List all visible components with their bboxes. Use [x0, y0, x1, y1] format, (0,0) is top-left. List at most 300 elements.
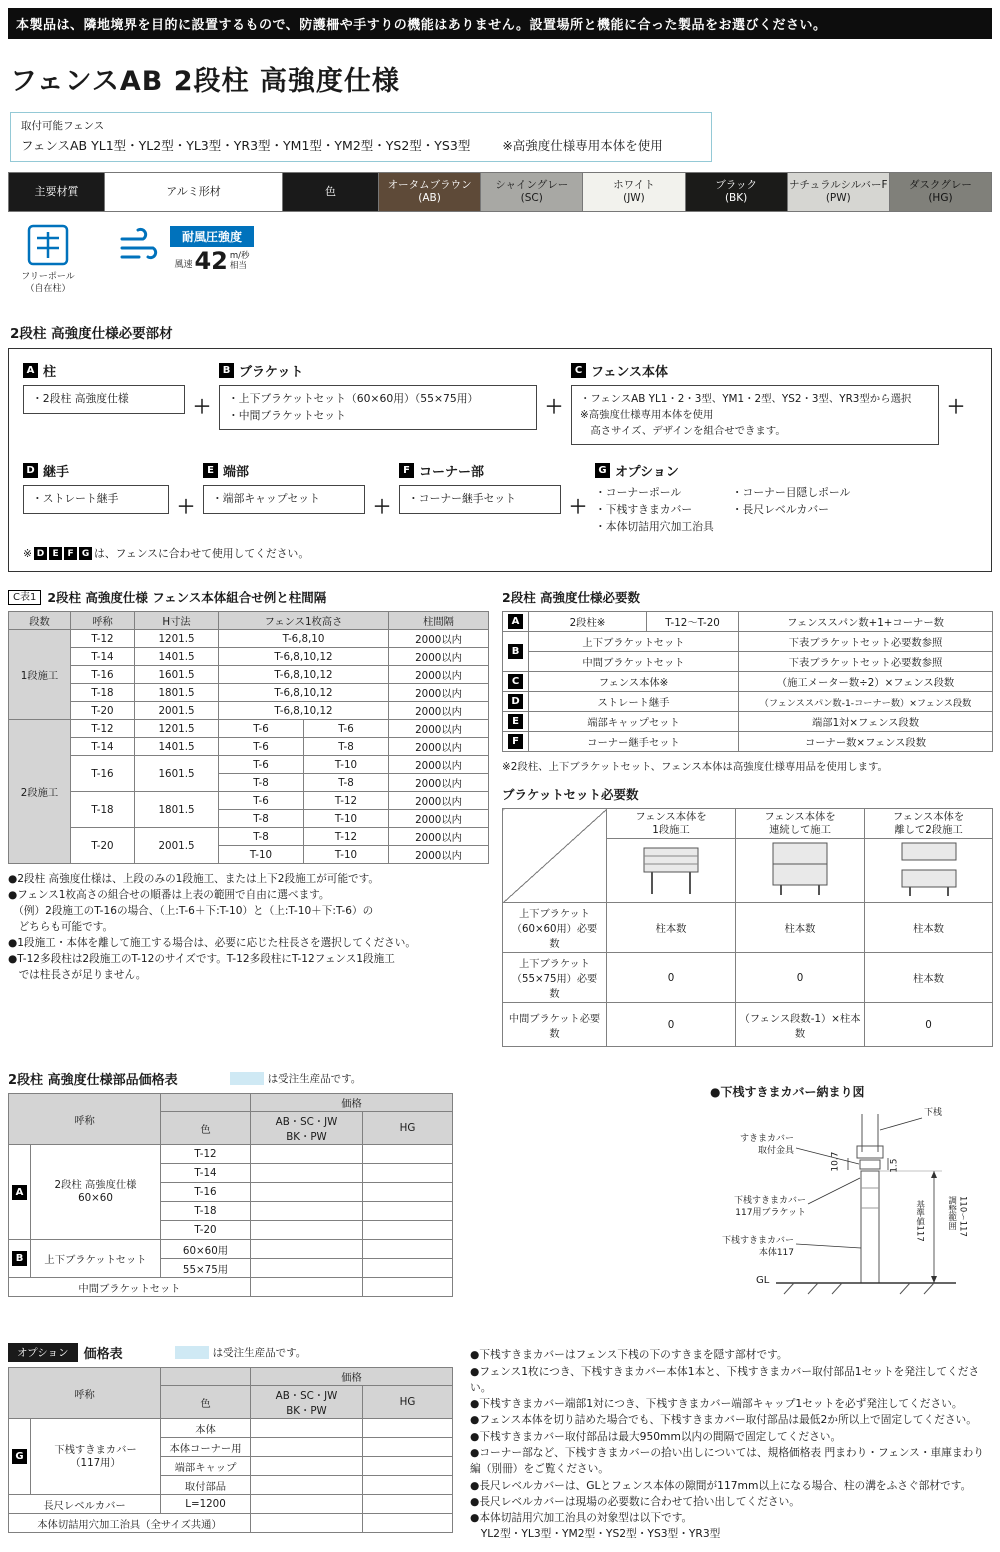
size-cell: 60×60用: [161, 1240, 251, 1259]
letter-cell: [9, 1145, 31, 1240]
fence-cell: T-6,8,10: [219, 630, 389, 648]
fence-upper-cell: T-8: [219, 828, 304, 846]
price-cell: [251, 1278, 363, 1297]
part-name-cell: 2段柱※: [529, 612, 647, 632]
part-name-cell: [31, 1145, 161, 1240]
part-letter: C: [508, 674, 523, 689]
part-letter: E: [508, 714, 523, 729]
table-row: [503, 732, 993, 752]
part-name: コーナー部: [419, 465, 485, 481]
freepole-sublabel: （自在柱）: [25, 283, 71, 294]
table-tag: C表1: [8, 590, 41, 605]
pitch-cell: 2000以内: [389, 828, 489, 846]
price-cell: [251, 1240, 363, 1259]
made-to-order-text: は受注生産品です。: [267, 1073, 362, 1086]
color-name: ナチュラルシルバーF: [788, 178, 888, 191]
table-row: [9, 648, 489, 666]
table-header-row: [9, 612, 489, 630]
combination-column: [8, 588, 488, 1047]
height-cell: 1601.5: [135, 756, 219, 792]
label-gl: GL: [756, 1275, 770, 1287]
value-cell: 柱本数: [736, 903, 865, 953]
illustration-cell: [865, 839, 993, 903]
plus-sign: ＋: [569, 497, 587, 519]
height-cell: 1801.5: [135, 792, 219, 828]
plus-sign: ＋: [545, 397, 563, 418]
pitch-cell: 2000以内: [389, 648, 489, 666]
part-name-cell: 上下ブラケットセット: [529, 632, 739, 652]
fence-cell: T-6,8,10,12: [219, 684, 389, 702]
part-letter: E: [203, 463, 218, 478]
label-bottom-rail: 下桟: [924, 1108, 943, 1119]
price-cell: [251, 1164, 363, 1183]
table-row: [9, 828, 489, 846]
col-header: 柱間隔: [389, 612, 489, 630]
value-cell: 0: [607, 1003, 736, 1047]
fence-upper-cell: T-8: [219, 810, 304, 828]
price-header: 価格: [251, 1094, 453, 1112]
gap-cover-diagram-section: [454, 1069, 992, 1323]
formula-cell: （フェンススパン数-1-コーナー数）×フェンス段数: [739, 692, 993, 712]
price-cell: [363, 1495, 453, 1514]
pitch-cell: 2000以内: [389, 756, 489, 774]
qty-table-note: ※2段柱、上下ブラケットセット、フェンス本体は高強度仕様専用品を使用します。: [502, 761, 888, 774]
part-name: ブラケット: [239, 365, 304, 380]
price-cell: [251, 1457, 363, 1476]
wind-speed-unit: m/秒: [229, 251, 250, 262]
color-code: (BK): [724, 192, 748, 204]
height-cell: 1201.5: [135, 630, 219, 648]
part-name: フェンス本体: [591, 365, 668, 380]
label-dim-10-7: 10.7: [830, 1151, 841, 1173]
price-header: 価格: [251, 1368, 453, 1386]
col-header: H寸法: [135, 612, 219, 630]
color-swatch-pw: [788, 173, 890, 211]
part-group-end: [203, 461, 365, 514]
plus-sign: ＋: [177, 497, 195, 519]
part-name-cell: [31, 1419, 161, 1495]
made-to-order-swatch: [230, 1072, 264, 1085]
table-row: [9, 702, 489, 720]
formula-cell: 下表ブラケットセット必要数参照: [739, 632, 993, 652]
fence-cell: T-6,8,10,12: [219, 648, 389, 666]
bracket-table-title: ブラケットセット必要数: [502, 787, 639, 803]
value-cell: 0: [736, 953, 865, 1003]
size-cell: 取付部品: [161, 1476, 251, 1495]
size-cell: T-16: [71, 666, 135, 684]
part-name-cell: 中間ブラケットセット: [9, 1278, 251, 1297]
part-name: 柱: [43, 365, 57, 380]
part-name: オプション: [615, 465, 679, 481]
part-letter: B: [219, 363, 234, 378]
col-header: フェンス1枚高さ: [219, 612, 389, 630]
formula-cell: 下表ブラケットセット必要数参照: [739, 652, 993, 672]
pitch-cell: 2000以内: [389, 792, 489, 810]
name-line: 下桟すきまカバー: [54, 1443, 137, 1456]
label-fitting: [714, 1134, 794, 1157]
price-cell: [363, 1476, 453, 1495]
note-line: ●T-12多段柱は2段施工のT-12のサイズです。T-12多段柱にT-12フェンス1段施工: [8, 952, 395, 965]
part-letter: B: [508, 644, 523, 659]
table-row: [9, 630, 489, 648]
blank-header: [161, 1094, 251, 1112]
letter-cell: [503, 732, 529, 752]
table-row: [9, 1514, 453, 1533]
plus-sign: ＋: [373, 497, 391, 519]
size-cell: 本体: [161, 1419, 251, 1438]
part-name-cell: コーナー継手セット: [529, 732, 739, 752]
part-item: ・端部キャップセット: [212, 492, 320, 506]
parts-price-section: [8, 1069, 454, 1323]
value-cell: 柱本数: [607, 903, 736, 953]
fence-lower-cell: T-10: [304, 810, 389, 828]
color-name: ホワイト: [613, 178, 655, 191]
note-line: YL2型・YL3型・YM2型・YS2型・YS3型・YR3型: [470, 1527, 721, 1541]
compatible-fence-box: [10, 112, 712, 162]
size-cell: T-18: [71, 792, 135, 828]
price-cell: [251, 1202, 363, 1221]
color-name: ダスクグレー: [908, 178, 972, 191]
table-row: [9, 1419, 453, 1438]
height-cell: 1401.5: [135, 738, 219, 756]
note-line: ●2段柱 高強度仕様は、上段のみの1段施工、または上下2段施工が可能です。: [8, 873, 379, 886]
label-line: 下桟すきまカバー: [721, 1236, 794, 1247]
note-letter-f: F: [64, 547, 77, 560]
pitch-cell: 2000以内: [389, 630, 489, 648]
price-cell: [363, 1419, 453, 1438]
note-line: どちらも可能です。: [8, 921, 114, 934]
notice-bar: [8, 8, 992, 39]
stage-label: 1段施工: [9, 630, 71, 720]
part-item: ・ストレート継手: [32, 492, 119, 506]
bracket-qty-table: [502, 808, 993, 1047]
diagonal-cell: [503, 809, 607, 903]
label-line: 117用ブラケット: [735, 1207, 806, 1218]
note-line: ●本体切詰用穴加工治具の対象型は以下です。: [470, 1511, 693, 1525]
letter-cell: [503, 672, 529, 692]
color-name: オータムブラウン: [387, 178, 472, 191]
height-cell: 1201.5: [135, 720, 219, 738]
color-swatch-ab: [379, 173, 481, 211]
parts-price-table: [8, 1093, 453, 1297]
part-name-cell: フェンス本体※: [529, 672, 739, 692]
required-parts-title: 2段柱 高強度仕様必要部材: [10, 326, 173, 342]
label-line: 取付金具: [757, 1145, 794, 1156]
compatible-fence-note: ※高強度仕様専用本体を使用: [502, 138, 663, 153]
table-row: [9, 1145, 453, 1164]
part-item: ・上下ブラケットセット（60×60用）（55×75用）: [228, 392, 479, 405]
table-row: [503, 612, 993, 632]
row-label: 上下ブラケット（60×60用）必要数: [503, 903, 607, 953]
color-swatch-hg: [890, 173, 991, 211]
price-cell: [251, 1221, 363, 1240]
price-cell: [363, 1202, 453, 1221]
size-cell: 55×75用: [161, 1259, 251, 1278]
color-code: (JW): [623, 192, 645, 204]
part-item: ・下桟すきまカバー: [595, 503, 693, 517]
compatible-fence-label: 取付可能フェンス: [21, 120, 105, 132]
label-cover-body: [712, 1236, 794, 1259]
fence-upper-cell: T-6: [219, 720, 304, 738]
table-row: [503, 692, 993, 712]
height-cell: 2001.5: [135, 702, 219, 720]
color-swatch-sc: [481, 173, 583, 211]
color-header: 色: [161, 1386, 251, 1419]
note-line: ●下桟すきまカバー端部1対につき、下桟すきまカバー端部キャップ1セットを必ず発注してください。: [470, 1397, 963, 1411]
letter-cell: [503, 712, 529, 732]
size-cell: T-14: [71, 738, 135, 756]
option-price-table: [8, 1367, 453, 1533]
col-header: [865, 809, 993, 839]
fence-separated-illustration: [874, 840, 984, 898]
header-line: BK・PW: [286, 1405, 327, 1418]
note-line: （例）2段施工のT-16の場合、（上:T-6＋下:T-10）と（上:T-10＋下:T-6）の: [8, 905, 374, 918]
note-letter-d: D: [34, 547, 47, 560]
header-line: AB・SC・JW: [275, 1116, 338, 1129]
color-code: (AB): [418, 192, 441, 204]
part-item: ・コーナーポール: [595, 486, 682, 500]
part-letter: B: [12, 1251, 27, 1266]
value-cell: 0: [607, 953, 736, 1003]
fence-cell: T-6,8,10,12: [219, 702, 389, 720]
note-line: ●コーナー部など、下桟すきまカバーの拾い出しについては、規格価格表 門まわり・フェンス・車庫まわり編（別冊）をご覧ください。: [470, 1445, 984, 1476]
price-cell: [251, 1495, 363, 1514]
label-line: 本体117: [758, 1247, 794, 1258]
color-code: (SC): [520, 192, 543, 204]
table-row: [503, 672, 993, 692]
note-line: ●長尺レベルカバーは現場の必要数に合わせて拾い出してください。: [470, 1494, 800, 1508]
label-line: すきまカバー: [739, 1134, 794, 1145]
header-line: フェンス本体を: [764, 811, 836, 824]
price-cell: [363, 1514, 453, 1533]
col-header: [736, 809, 865, 839]
table-row: [503, 953, 993, 1003]
table-row: [503, 632, 993, 652]
part-letter: A: [23, 363, 38, 378]
table-row: [9, 1240, 453, 1259]
price-cell: [363, 1183, 453, 1202]
color-label-cell: 色: [283, 173, 379, 211]
plus-sign: ＋: [193, 397, 211, 418]
price-cell: [363, 1145, 453, 1164]
value-cell: 柱本数: [865, 903, 993, 953]
height-cell: 1801.5: [135, 684, 219, 702]
price-cell: [363, 1221, 453, 1240]
qty-table-title: 2段柱 高強度仕様必要数: [502, 590, 641, 606]
note-line: ●フェンス本体を切り詰めた場合でも、下桟すきまカバー取付部品は最低2か所以上で固定してください。: [470, 1413, 977, 1427]
letter-cell: [9, 1419, 31, 1495]
color-code: (PW): [825, 192, 851, 204]
size-cell: T-16: [71, 756, 135, 792]
table-row: [9, 666, 489, 684]
part-group-pillar: [23, 361, 185, 414]
name-header: 呼称: [9, 1094, 161, 1145]
label-standard-value: 基準値117: [914, 1200, 925, 1243]
fence-lower-cell: T-8: [304, 738, 389, 756]
formula-cell: フェンススパン数+1+コーナー数: [739, 612, 993, 632]
pitch-cell: 2000以内: [389, 774, 489, 792]
table-row: [9, 756, 489, 774]
value-cell: （フェンス段数-1）×柱本数: [736, 1003, 865, 1047]
wind-speed-value: 42: [194, 247, 228, 275]
fence-lower-cell: T-8: [304, 774, 389, 792]
note-line: では柱長さが足りません。: [8, 968, 147, 981]
price-cell: [251, 1514, 363, 1533]
part-group-fence-body: [571, 361, 939, 445]
col-header: 呼称: [71, 612, 135, 630]
price-cell: [363, 1259, 453, 1278]
part-item: ・コーナー目隠しポール: [731, 486, 851, 500]
color-code: (HG): [928, 192, 953, 204]
fence-lower-cell: T-6: [304, 720, 389, 738]
table-header-row: [9, 1368, 453, 1386]
color-swatch-jw: [583, 173, 685, 211]
fence-lower-cell: T-12: [304, 792, 389, 810]
part-letter: D: [508, 694, 523, 709]
price-cell: [251, 1419, 363, 1438]
parts-price-title: 2段柱 高強度仕様部品価格表: [8, 1073, 178, 1089]
plus-sign: ＋: [947, 397, 965, 418]
quantity-column: [502, 588, 993, 1047]
pitch-cell: 2000以内: [389, 720, 489, 738]
size-cell: T-18: [161, 1202, 251, 1221]
part-group-corner: [399, 461, 561, 514]
table-row: [9, 792, 489, 810]
label-bracket: [712, 1196, 806, 1219]
part-item: ・コーナー継手セット: [408, 492, 516, 506]
option-notes: [454, 1343, 992, 1542]
freepole-icon: [27, 224, 69, 266]
table-row: [503, 652, 993, 672]
size-cell: T-14: [161, 1164, 251, 1183]
color-swatch-bk: [686, 173, 788, 211]
price-cell: [363, 1457, 453, 1476]
value-cell: 0: [865, 1003, 993, 1047]
wind-resistance-badge: [118, 224, 254, 273]
part-item: ・2段柱 高強度仕様: [32, 392, 129, 405]
part-name-cell: 長尺レベルカバー: [9, 1495, 161, 1514]
header-line: 1段施工: [652, 823, 690, 836]
color-header: 色: [161, 1112, 251, 1145]
note-line: ●長尺レベルカバーは、GLとフェンス本体の隙間が117mm以上になる場合、柱の溝をふさぐ部材です。: [470, 1478, 972, 1492]
size-cell: L=1200: [161, 1495, 251, 1514]
pitch-cell: 2000以内: [389, 846, 489, 864]
header-line: フェンス本体を: [892, 811, 965, 824]
label-line: 下桟すきまカバー: [733, 1196, 806, 1207]
table-header-row: [503, 809, 993, 839]
price-cell: [251, 1476, 363, 1495]
parts-usage-note: [23, 546, 977, 561]
wind-icon: [118, 224, 162, 268]
fence-cell: T-6,8,10,12: [219, 666, 389, 684]
note-line: ●フェンス1枚高さの組合せの順番は上表の範囲で自由に選べます。: [8, 889, 330, 902]
pitch-cell: 2000以内: [389, 684, 489, 702]
table-row: [9, 738, 489, 756]
name-line: 2段柱 高強度仕様: [54, 1179, 137, 1191]
col-header: 段数: [9, 612, 71, 630]
color-group-header: HG: [363, 1112, 453, 1145]
required-qty-table: [502, 611, 993, 752]
part-name: 端部: [223, 465, 250, 481]
stage-label: 2段施工: [9, 720, 71, 864]
material-value-cell: アルミ形材: [105, 173, 283, 211]
letter-cell: [503, 632, 529, 672]
table-row: [503, 712, 993, 732]
price-cell: [363, 1240, 453, 1259]
header-line: 連続して施工: [769, 823, 831, 836]
table-row: [9, 1278, 453, 1297]
part-group-bracket: [219, 361, 537, 430]
part-item: ・長尺レベルカバー: [731, 503, 829, 517]
label-adjust-range: [946, 1196, 967, 1276]
part-item: ・本体切詰用穴加工治具: [595, 520, 714, 534]
note-line: ●1段施工・本体を離して施工する場合は、必要に応じた柱長さを選択してください。: [8, 936, 416, 949]
note-text: は、フェンスに合わせて使用してください。: [94, 547, 310, 561]
formula-cell: 端部1対×フェンス段数: [739, 712, 993, 732]
fence-upper-cell: T-10: [219, 846, 304, 864]
part-group-option: [595, 461, 915, 534]
letter-cell: [503, 692, 529, 712]
part-item: ・フェンスAB YL1・2・3型、YM1・2型、YS2・3型、YR3型から選択: [580, 393, 912, 405]
size-cell: 端部キャップ: [161, 1457, 251, 1476]
part-name: 継手: [43, 465, 70, 481]
fence-upper-cell: T-6: [219, 756, 304, 774]
size-cell: T-12: [71, 630, 135, 648]
fence-lower-cell: T-12: [304, 828, 389, 846]
table-row: [9, 1495, 453, 1514]
made-to-order-text: は受注生産品です。: [212, 1347, 307, 1360]
part-letter: G: [595, 463, 610, 478]
price-cell: [363, 1164, 453, 1183]
feature-badges: [8, 224, 992, 308]
header-line: AB・SC・JW: [275, 1390, 338, 1403]
pitch-cell: 2000以内: [389, 810, 489, 828]
part-name-cell: ストレート継手: [529, 692, 739, 712]
part-letter: D: [23, 463, 38, 478]
color-name: シャイングレー: [495, 178, 569, 191]
fence-lower-cell: T-10: [304, 756, 389, 774]
name-header: 呼称: [9, 1368, 161, 1419]
part-letter: A: [12, 1185, 27, 1200]
part-name-cell: 上下ブラケットセット: [31, 1240, 161, 1278]
freepole-badge: [8, 224, 88, 295]
wind-speed-suffix: 相当: [229, 261, 247, 272]
price-cell: [251, 1438, 363, 1457]
part-name-cell: 中間ブラケットセット: [529, 652, 739, 672]
illustration-cell: [607, 839, 736, 903]
combination-table-title: 2段柱 高強度仕様 フェンス本体組合せ例と柱間隔: [47, 590, 327, 606]
note-letter-g: G: [79, 547, 92, 560]
size-cell: T-12: [161, 1145, 251, 1164]
pitch-cell: 2000以内: [389, 666, 489, 684]
note-letter-e: E: [49, 547, 62, 560]
wind-strength-title: 耐風圧強度: [170, 226, 254, 247]
price-cell: [363, 1438, 453, 1457]
combination-table: [8, 611, 489, 864]
header-line: 離して2段施工: [894, 823, 963, 836]
size-range-cell: T-12～T-20: [647, 612, 739, 632]
pitch-cell: 2000以内: [389, 738, 489, 756]
formula-cell: コーナー数×フェンス段数: [739, 732, 993, 752]
option-tag: オプション: [8, 1343, 78, 1362]
part-letter: G: [12, 1449, 27, 1464]
letter-cell: [503, 612, 529, 632]
formula-cell: （施工メーター数÷2）×フェンス段数: [739, 672, 993, 692]
required-parts-box: [8, 348, 992, 572]
table-row: [9, 720, 489, 738]
size-cell: T-14: [71, 648, 135, 666]
color-name: ブラック: [715, 178, 757, 191]
